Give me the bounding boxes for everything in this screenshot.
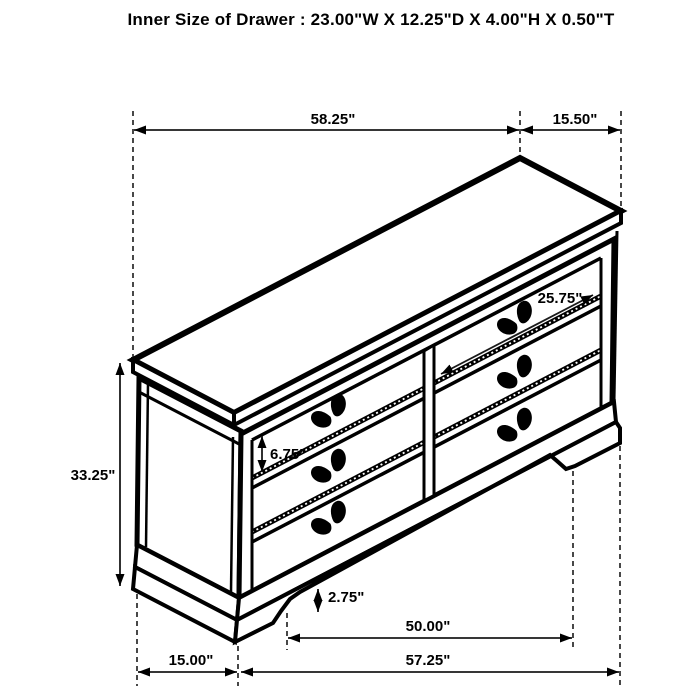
dim-top-depth	[521, 111, 620, 130]
dresser-drawing	[133, 158, 621, 642]
dim-top-length	[134, 111, 519, 130]
dim-label-overall-height: 33.25"	[70, 467, 116, 484]
page-title: Inner Size of Drawer : 23.00"W X 12.25"D X 4.00"H X 0.50"T	[127, 10, 615, 29]
dim-base-length	[241, 652, 619, 672]
dim-label-side-depth-floor: 15.00"	[168, 652, 214, 669]
dim-label-base-length: 57.25"	[405, 652, 451, 669]
dim-side-depth-floor	[138, 652, 237, 672]
dim-label-feet-span: 50.00"	[405, 618, 451, 635]
dim-label-top-length: 58.25"	[310, 111, 356, 128]
dim-feet-span	[288, 618, 572, 638]
dim-label-top-depth: 15.50"	[552, 111, 598, 128]
dim-overall-height	[71, 363, 120, 586]
dim-label-drawer-face-height: 6.75"	[270, 446, 307, 463]
dim-label-drawer-diagonal: 25.75"	[537, 290, 583, 307]
center-stile	[424, 345, 434, 501]
dim-label-foot-height: 2.75"	[328, 589, 365, 606]
dim-foot-height	[318, 589, 364, 612]
